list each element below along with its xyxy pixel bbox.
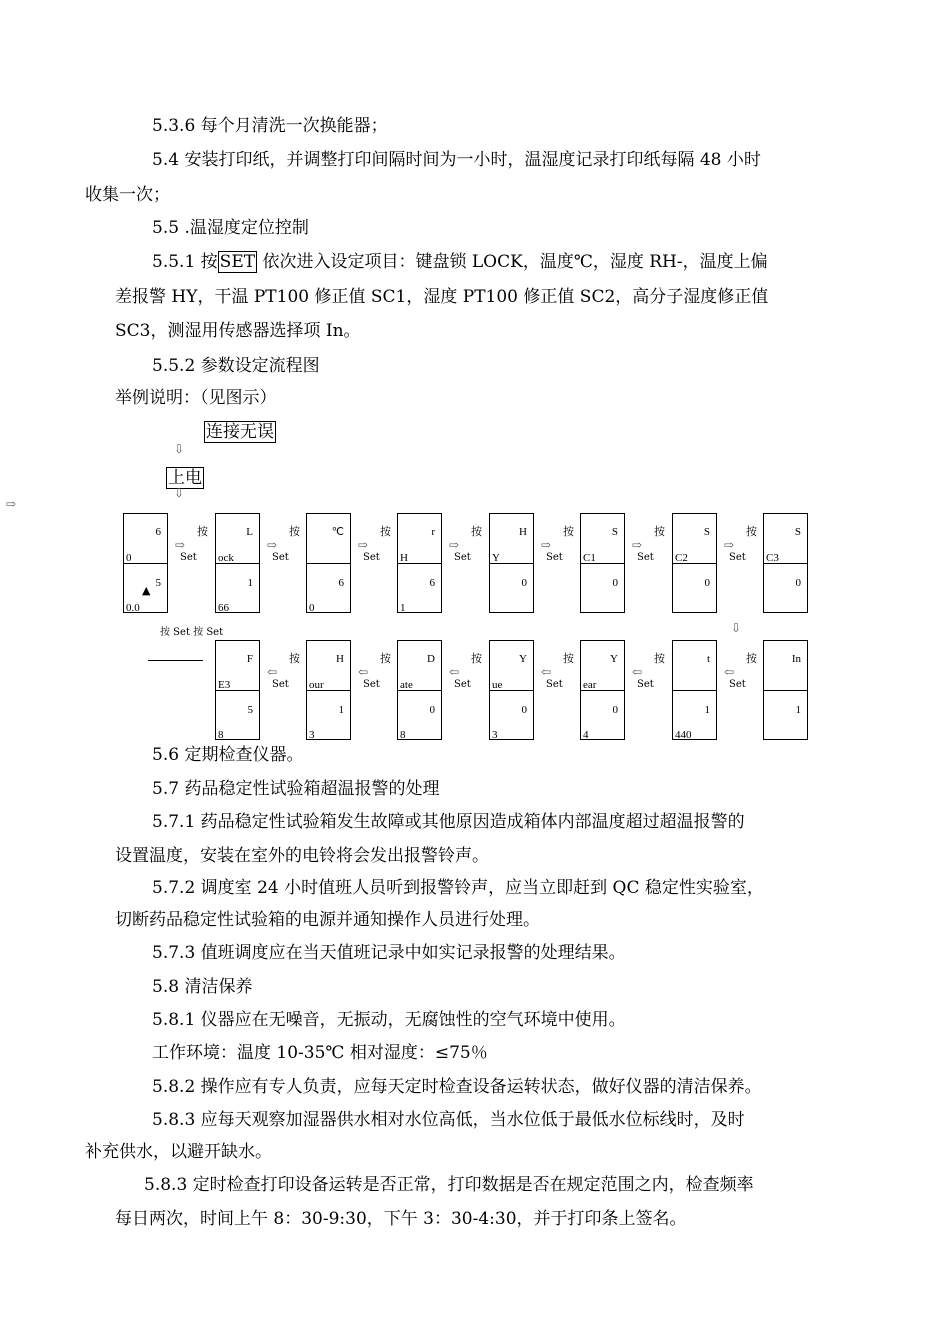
left-arrow-icon: ⇦ (358, 665, 369, 679)
cell-text: H (336, 653, 344, 665)
cell-text: ue (492, 679, 503, 691)
set-key-label: Set (454, 552, 471, 563)
param-cell (215, 640, 260, 740)
cell-text: Y (519, 653, 527, 665)
para-5-7-1-cont: 设置温度，安装在室外的电铃将会发出报警铃声。 (115, 846, 489, 866)
cell-divider (764, 690, 807, 691)
left-arrow-icon: ⇦ (267, 665, 278, 679)
set-key-label: Set (454, 679, 471, 690)
return-line (148, 660, 203, 661)
set-key-label: Set (272, 552, 289, 563)
cell-text: L (246, 526, 253, 538)
cell-text: 3 (492, 729, 498, 741)
para-5-7-2-cont: 切断药品稳定性试验箱的电源并通知操作人员进行处理。 (115, 910, 540, 930)
set-key-label: Set (180, 552, 197, 563)
cell-text: ℃ (331, 526, 344, 538)
press-label: 按 (654, 652, 665, 665)
cell-divider (307, 563, 350, 564)
cell-text: S (703, 526, 710, 538)
cell-text: 0 (126, 552, 132, 564)
param-cell (489, 640, 534, 740)
param-cell (763, 640, 808, 740)
up-arrow-icon: ▲ (142, 584, 151, 597)
param-cell (397, 640, 442, 740)
cell-text: 66 (218, 602, 229, 614)
cell-text: 1 (795, 704, 801, 716)
press-label: 按 (746, 525, 757, 538)
param-cell (489, 513, 534, 613)
work-environment: 工作环境：温度 10-35℃ 相对湿度：≤75％ (152, 1043, 488, 1063)
right-arrow-icon: ⇨ (724, 538, 735, 552)
cell-text: C2 (675, 552, 688, 564)
heading-5-5: 5.5 .温湿度定位控制 (152, 218, 309, 238)
para-5-5-1-cont1: 差报警 HY，干温 PT100 修正值 SC1，湿度 PT100 修正值 SC2，高分子湿度修正值 (115, 287, 769, 307)
cell-text: 3 (309, 729, 315, 741)
param-cell (672, 513, 717, 613)
param-cell (580, 513, 625, 613)
press-label: 按 (380, 652, 391, 665)
cell-text: 8 (400, 729, 406, 741)
press-label: 按 (380, 525, 391, 538)
cell-text: 1 (338, 704, 344, 716)
cell-text: 440 (675, 729, 692, 741)
cell-text: C3 (766, 552, 779, 564)
cell-text: S (794, 526, 801, 538)
set-key-label: Set (546, 552, 563, 563)
press-label: 按 (654, 525, 665, 538)
cell-text: H (400, 552, 408, 564)
param-cell (580, 640, 625, 740)
set-key-label: SET (219, 252, 256, 272)
cell-text: E3 (218, 679, 231, 691)
para-5-5-1 (152, 252, 768, 272)
flow-power-box (166, 468, 204, 488)
cell-divider (673, 690, 716, 691)
para-5-8-3b: 5.8.3 定时检查打印设备运转是否正常，打印数据是否在规定范围之内，检查频率 (144, 1175, 754, 1195)
para-5-7-2: 5.7.2 调度室 24 小时值班人员听到报警铃声，应当立即赶到 QC 稳定性实验室， (152, 878, 764, 898)
cell-text: ock (218, 552, 234, 564)
cell-text: 0 (521, 577, 527, 589)
cell-text: 0 (795, 577, 801, 589)
param-cell (306, 640, 351, 740)
cell-text: 1 (247, 577, 253, 589)
param-cell (123, 513, 168, 613)
down-arrow-icon: ⇩ (174, 442, 185, 456)
right-arrow-icon: ⇨ (358, 538, 369, 552)
param-cell (763, 513, 808, 613)
cell-text: Y (492, 552, 500, 564)
right-arrow-icon: ⇨ (267, 538, 278, 552)
para-5-5-1-cont2: SC3，测湿用传感器选择项 In。 (115, 321, 361, 341)
cell-text: ear (583, 679, 597, 691)
cell-text: 6 (338, 577, 344, 589)
left-arrow-icon: ⇦ (724, 665, 735, 679)
cell-text: 0 (429, 704, 435, 716)
cell-text: 0.0 (126, 602, 140, 614)
para-5-3-6: 5.3.6 每个月清洗一次换能器； (152, 116, 388, 136)
right-arrow-icon: ⇨ (541, 538, 552, 552)
right-arrow-icon: ⇨ (6, 497, 17, 511)
para-5-5-1-text: 依次进入设定项目：键盘锁 LOCK，温度℃，湿度 RH-，温度上偏 (257, 252, 768, 272)
param-cell (306, 513, 351, 613)
set-key-label: Set (363, 679, 380, 690)
press-label: 按 (197, 525, 208, 538)
set-key-label: Set (729, 552, 746, 563)
para-5-4-cont: 收集一次； (85, 185, 170, 205)
cell-text: ate (400, 679, 413, 691)
flow-power-label: 上电 (168, 468, 202, 488)
press-label: 按 (471, 525, 482, 538)
cell-text: 0 (612, 704, 618, 716)
back-press-label: 按 Set 按 Set (160, 627, 224, 638)
cell-text: 5 (155, 577, 161, 589)
down-arrow-icon: ⇩ (174, 486, 185, 500)
right-arrow-icon: ⇨ (632, 538, 643, 552)
para-5-7-3: 5.7.3 值班调度应在当天值班记录中如实记录报警的处理结果。 (152, 943, 626, 963)
set-key-label: Set (637, 552, 654, 563)
down-arrow-icon: ⇩ (731, 621, 742, 635)
para-5-8-1: 5.8.1 仪器应在无噪音，无振动，无腐蚀性的空气环境中使用。 (152, 1010, 626, 1030)
cell-text: 0 (704, 577, 710, 589)
flow-start-box (204, 422, 276, 442)
cell-text: S (611, 526, 618, 538)
left-arrow-icon: ⇦ (632, 665, 643, 679)
heading-5-5-2: 5.5.2 参数设定流程图 (152, 356, 320, 376)
cell-text: Y (610, 653, 618, 665)
flow-start-label: 连接无误 (206, 422, 274, 442)
para-5-7-1: 5.7.1 药品稳定性试验箱发生故障或其他原因造成箱体内部温度超过超温报警的 (152, 812, 745, 832)
cell-text: r (431, 526, 435, 538)
press-label: 按 (746, 652, 757, 665)
example-note: 举例说明：（见图示） (115, 388, 277, 408)
para-5-8-3b-cont: 每日两次，时间上午 8：30-9:30，下午 3：30-4:30，并于打印条上签名。 (115, 1209, 687, 1229)
set-key-label: Set (729, 679, 746, 690)
para-5-8-2: 5.8.2 操作应有专人负责，应每天定时检查设备运转状态，做好仪器的清洁保养。 (152, 1077, 762, 1097)
para-5-8-3: 5.8.3 应每天观察加湿器供水相对水位高低，当水位低于最低水位标线时，及时 (152, 1110, 745, 1130)
press-label: 按 (471, 652, 482, 665)
cell-text: F (246, 653, 253, 665)
cell-text: 1 (704, 704, 710, 716)
press-label: 按 (563, 652, 574, 665)
cell-text: In (791, 653, 801, 665)
set-key-label: Set (363, 552, 380, 563)
left-arrow-icon: ⇦ (449, 665, 460, 679)
press-label: 按 (289, 652, 300, 665)
cell-text: 0 (612, 577, 618, 589)
cell-text: 5 (247, 704, 253, 716)
cell-text: 0 (309, 602, 315, 614)
left-arrow-icon: ⇦ (541, 665, 552, 679)
param-cell (672, 640, 717, 740)
para-5-4: 5.4 安装打印纸，并调整打印间隔时间为一小时，温湿度记录打印纸每隔 48 小时 (152, 150, 761, 170)
cell-text: t (706, 653, 710, 665)
set-key-label: Set (637, 679, 654, 690)
param-cell (397, 513, 442, 613)
right-arrow-icon: ⇨ (449, 538, 460, 552)
cell-text: H (519, 526, 527, 538)
para-5-5-1-prefix: 5.5.1 按 (152, 252, 218, 272)
heading-5-8: 5.8 清洁保养 (152, 977, 253, 997)
set-key-label: Set (546, 679, 563, 690)
cell-text: our (309, 679, 324, 691)
cell-text: 0 (521, 704, 527, 716)
cell-text: 4 (583, 729, 589, 741)
cell-text: 1 (400, 602, 406, 614)
cell-text: 6 (155, 526, 161, 538)
press-label: 按 (289, 525, 300, 538)
cell-text: C1 (583, 552, 596, 564)
cell-text: 8 (218, 729, 224, 741)
cell-text: D (427, 653, 435, 665)
cell-text: 6 (429, 577, 435, 589)
press-label: 按 (563, 525, 574, 538)
para-5-6: 5.6 定期检查仪器。 (152, 745, 304, 765)
right-arrow-icon: ⇨ (175, 538, 186, 552)
set-key-label: Set (272, 679, 289, 690)
heading-5-7: 5.7 药品稳定性试验箱超温报警的处理 (152, 779, 440, 799)
para-5-8-3-cont: 补充供水，以避开缺水。 (85, 1142, 272, 1162)
param-cell (215, 513, 260, 613)
